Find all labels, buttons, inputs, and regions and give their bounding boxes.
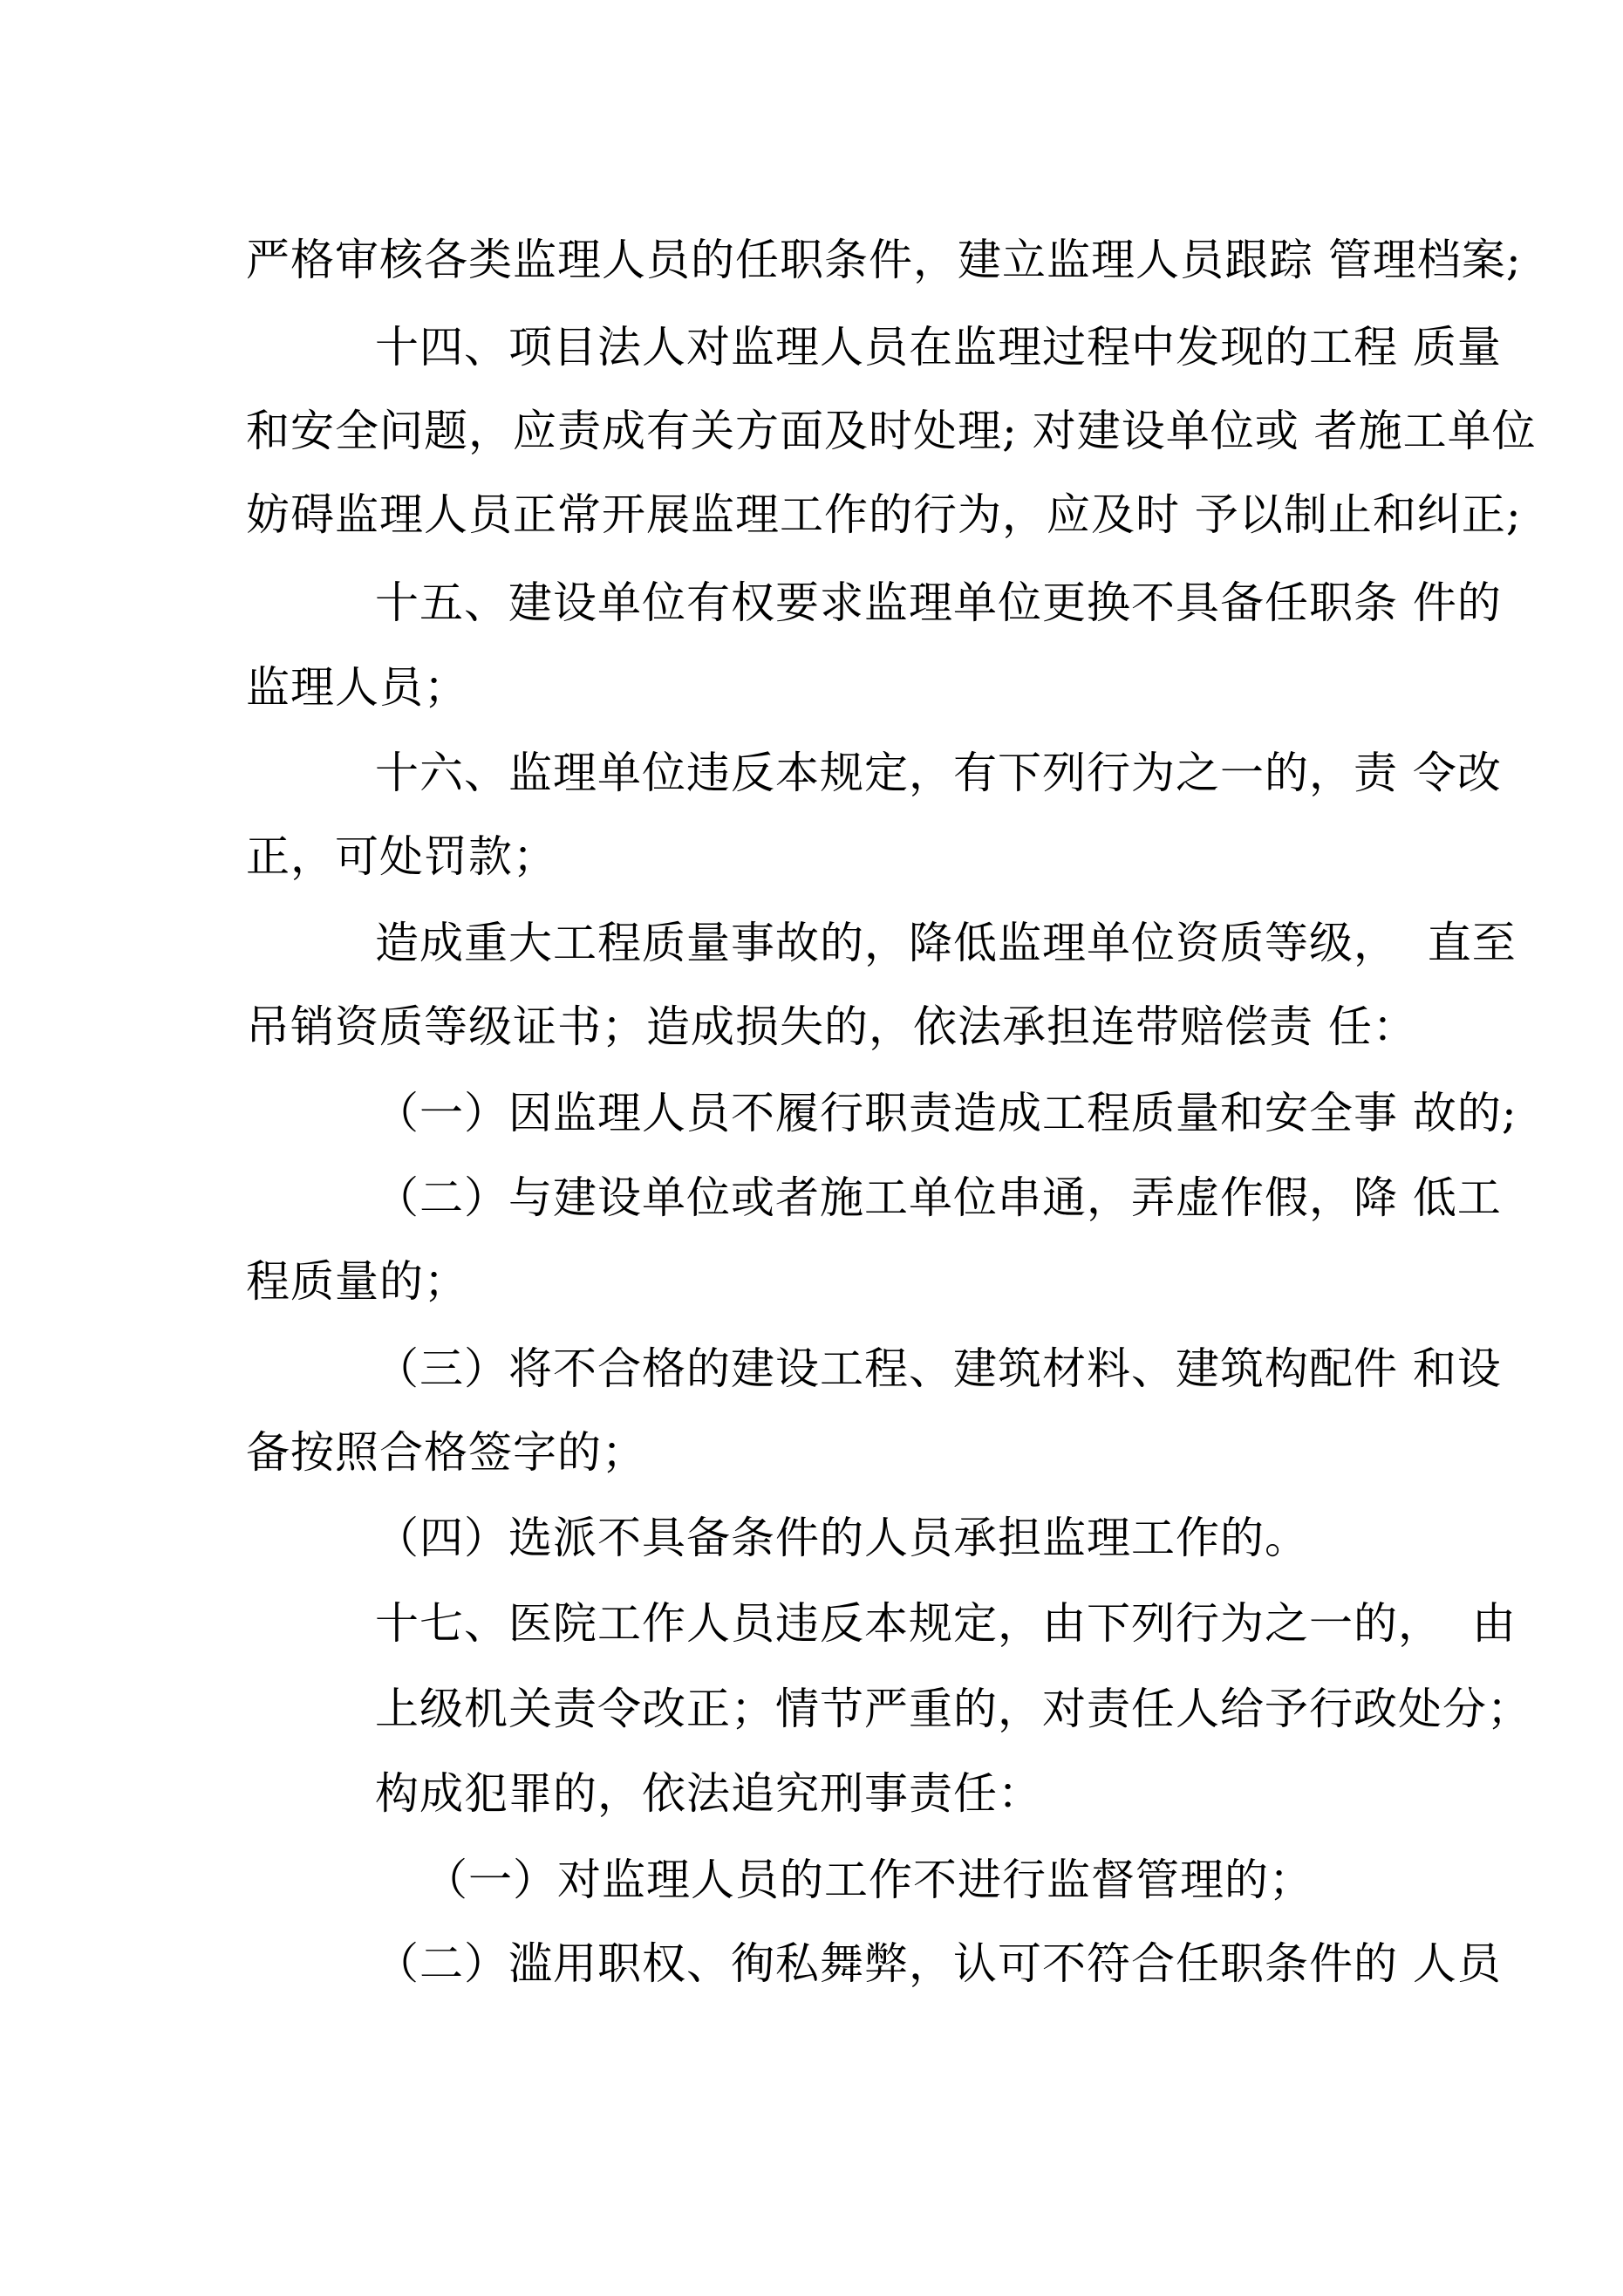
text-line: 上级机关责令改正；情节严重的，对责任人给予行政处分； bbox=[375, 1684, 1531, 1734]
text-line: 程质量的； bbox=[246, 1256, 468, 1307]
text-line: （四）选派不具备条件的人员承担监理工作的。 bbox=[375, 1513, 1309, 1563]
text-line: 十五、建设单位有权要求监理单位更换不具备任职条 件的 bbox=[375, 577, 1502, 628]
text-line: 构成犯罪的，依法追究刑事责任： bbox=[375, 1768, 1042, 1819]
text-line: 备按照合格签字的； bbox=[246, 1427, 646, 1478]
text-line: 十六、监理单位违反本规定，有下列行为之一的，责 令改 bbox=[375, 748, 1502, 798]
text-line: 监理人员； bbox=[246, 662, 468, 713]
text-line: 吊销资质等级证书；造成损失的，依法承担连带赔偿责 任： bbox=[246, 1001, 1417, 1052]
text-line: 妨碍监理人员正常开展监理工作的行为，应及时 予以制止和纠正; bbox=[246, 489, 1522, 540]
text-line: （二）与建设单位或者施工单位串通，弄虚作假，降 低工 bbox=[375, 1172, 1502, 1223]
text-line: 十七、医院工作人员违反本规定，由下列行为之一的， 由 bbox=[375, 1598, 1517, 1649]
text-line: 和安全问题，应责成有关方面及时处理; 对建设单位或 者施工单位 bbox=[246, 406, 1537, 456]
text-line: （一）因监理人员不履行职责造成工程质量和安全事 故的; bbox=[375, 1088, 1517, 1138]
text-line: 十四、项目法人对监理人员在监理过程中发现的工程 质量 bbox=[375, 322, 1502, 372]
text-line: （三）将不合格的建设工程、建筑材料、建筑构配件 和设 bbox=[375, 1343, 1502, 1394]
text-line: （二）滥用职权、徇私舞弊，认可不符合任职条件的 人员 bbox=[375, 1938, 1502, 1989]
text-line: 正，可处罚款； bbox=[246, 831, 557, 882]
text-line: 造成重大工程质量事故的，降低监理单位资质等级， 直至 bbox=[375, 918, 1517, 968]
text-line: 严格审核各类监理人员的任职条件，建立监理人员跟踪 管理档案; bbox=[246, 235, 1522, 285]
text-line: （一）对监理人员的工作不进行监督管理的； bbox=[424, 1855, 1313, 1905]
